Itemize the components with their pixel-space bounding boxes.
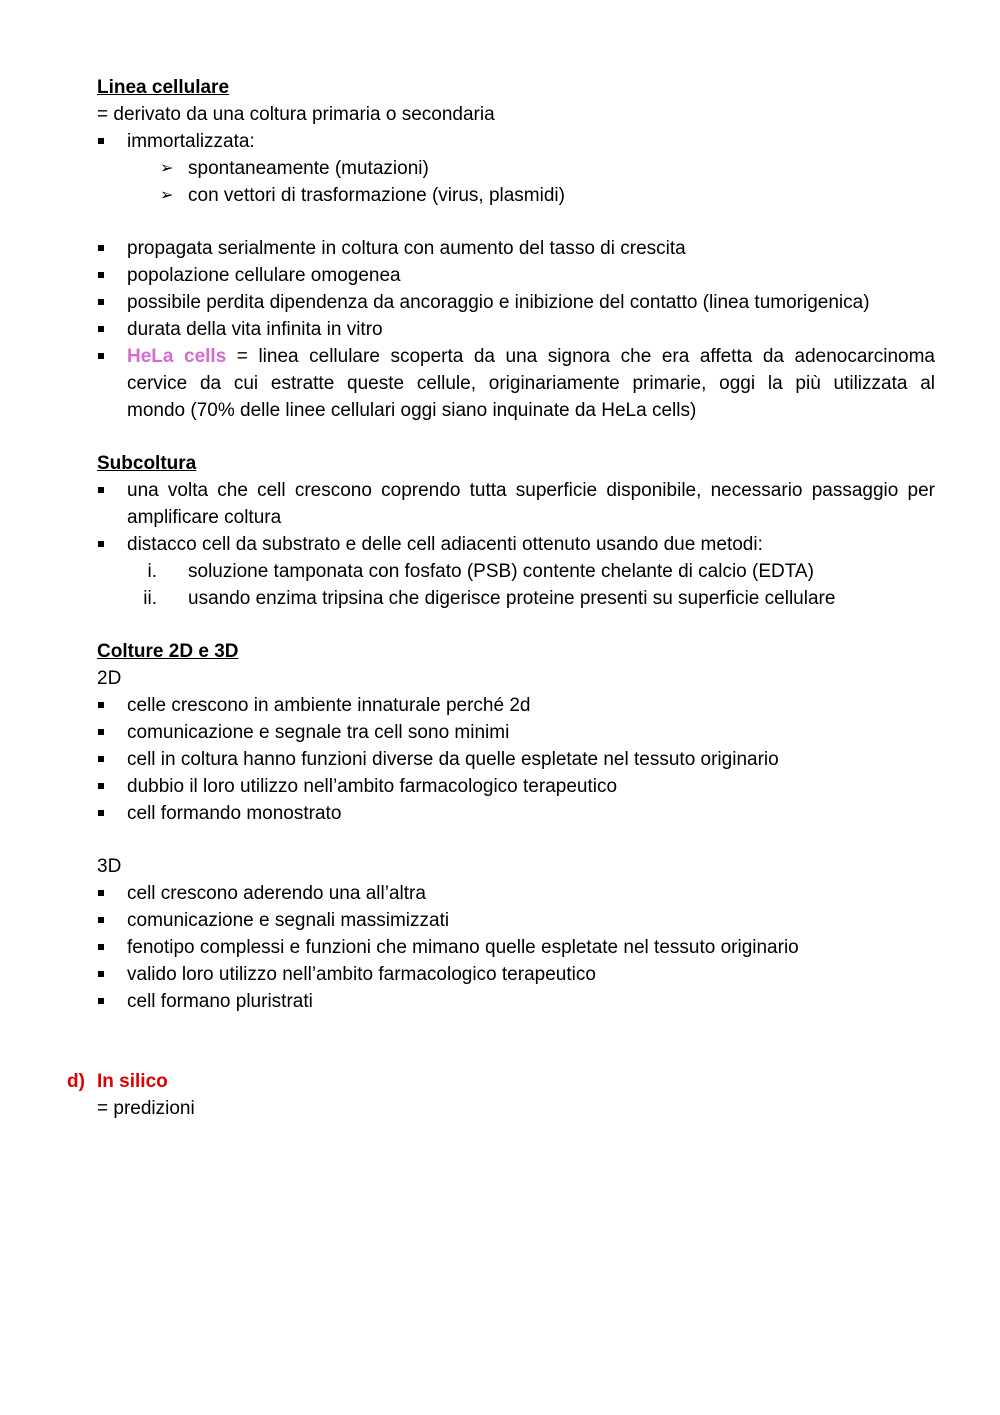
linea-definition: = derivato da una coltura primaria o secondaria	[97, 104, 495, 125]
linea-sub1: spontaneamente (mutazioni)	[188, 158, 429, 179]
label-3d: 3D	[97, 856, 122, 877]
section-marker-d: d)	[67, 1071, 85, 1092]
bullet-square-icon	[97, 289, 105, 316]
list-item-3d: fenotipo complessi e funzioni che mimano quelle espletate nel tessuto originario	[127, 937, 799, 958]
bullet-square-icon	[97, 477, 105, 504]
bullet-square-icon	[97, 719, 105, 746]
bullet-square-icon	[97, 800, 105, 827]
subcoltura-method1: soluzione tamponata con fosfato (PSB) contente chelante di calcio (EDTA)	[188, 561, 814, 582]
bullet-square-icon	[97, 773, 105, 800]
bullet-square-icon	[97, 907, 105, 934]
linea-b4: durata della vita infinita in vitro	[127, 319, 383, 340]
heading-linea-cellulare: Linea cellulare	[97, 77, 230, 98]
bullet-square-icon	[97, 262, 105, 289]
list-item-3d: cell formano pluristrati	[127, 991, 313, 1012]
label-2d: 2D	[97, 668, 122, 689]
list-item-2d: cell formando monostrato	[127, 803, 342, 824]
subcoltura-b1-line1: una volta che cell crescono coprendo tutta superficie disponibile, necessario passaggio per	[127, 480, 935, 501]
hela-paragraph-line1	[127, 343, 935, 370]
list-item-3d: valido loro utilizzo nell’ambito farmacologico terapeutico	[127, 964, 596, 985]
bullet-square-icon	[97, 316, 105, 343]
roman-numeral-1: i.	[147, 561, 157, 582]
list-item-3d: cell crescono aderendo una all’altra	[127, 883, 426, 904]
list-item-3d: comunicazione e segnali massimizzati	[127, 910, 450, 931]
arrow-bullet-icon: ➢	[160, 187, 174, 204]
insilico-definition: = predizioni	[97, 1098, 195, 1119]
list-item-2d: celle crescono in ambiente innaturale perché 2d	[127, 695, 531, 716]
bullet-square-icon	[97, 235, 105, 262]
heading-subcoltura: Subcoltura	[97, 453, 197, 474]
arrow-bullet-icon: ➢	[160, 160, 174, 177]
subcoltura-b1-line2: amplificare coltura	[127, 507, 282, 528]
bullet-square-icon	[97, 880, 105, 907]
linea-b1: propagata serialmente in coltura con aumento del tasso di crescita	[127, 238, 686, 259]
linea-immortal: immortalizzata:	[127, 131, 255, 152]
bullet-square-icon	[97, 988, 105, 1015]
linea-b3: possibile perdita dipendenza da ancoraggio e inibizione del contatto (linea tumorigenica)	[127, 292, 870, 313]
bullet-square-icon	[97, 746, 105, 773]
bullet-square-icon	[97, 961, 105, 988]
roman-numeral-2: ii.	[143, 588, 157, 609]
hela-line3: mondo (70% delle linee cellulari oggi siano inquinate da HeLa cells)	[127, 400, 697, 421]
list-item-2d: dubbio il loro utilizzo nell’ambito farmacologico terapeutico	[127, 776, 618, 797]
list-item-2d: cell in coltura hanno funzioni diverse da quelle espletate nel tessuto originario	[127, 749, 779, 770]
bullet-square-icon	[97, 531, 105, 558]
bullet-square-icon	[97, 128, 105, 155]
subcoltura-method2: usando enzima tripsina che digerisce proteine presenti su superficie cellulare	[188, 588, 836, 609]
hela-line2: cervice da cui estratte queste cellule, originariamente primarie, oggi la più utilizzata al	[127, 373, 935, 394]
bullet-square-icon	[97, 934, 105, 961]
subcoltura-b2: distacco cell da substrato e delle cell adiacenti ottenuto usando due metodi:	[127, 534, 763, 555]
hela-label: HeLa cells	[127, 346, 227, 367]
list-item-2d: comunicazione e segnale tra cell sono minimi	[127, 722, 510, 743]
linea-b2: popolazione cellulare omogenea	[127, 265, 401, 286]
bullet-square-icon	[97, 343, 105, 370]
heading-in-silico: In silico	[97, 1071, 168, 1092]
linea-sub2: con vettori di trasformazione (virus, plasmidi)	[188, 185, 565, 206]
bullet-square-icon	[97, 692, 105, 719]
hela-line1: = linea cellulare scoperta da una signora che era affetta da adenocarcinoma	[226, 346, 935, 367]
heading-colture-2d-3d: Colture 2D e 3D	[97, 641, 239, 662]
